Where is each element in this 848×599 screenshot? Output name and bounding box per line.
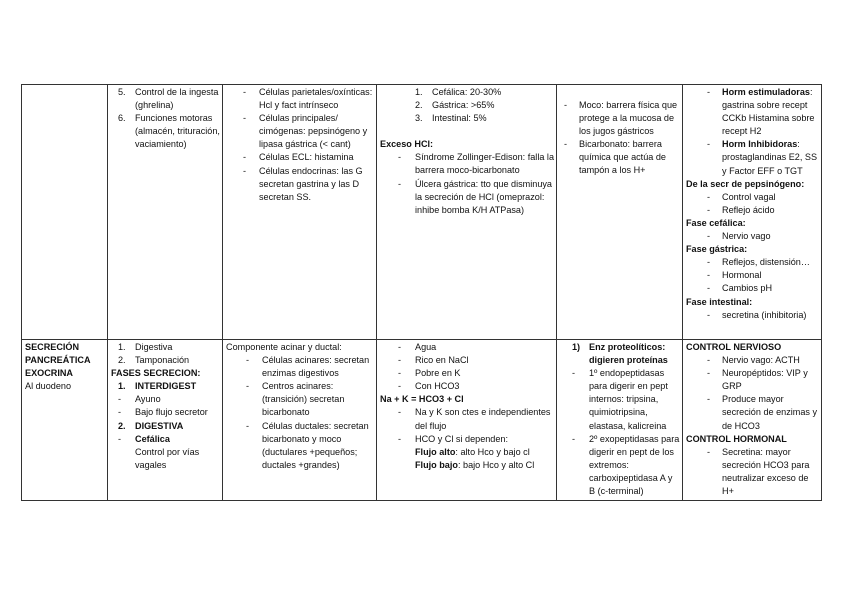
list-item: 2. DIGESTIVA: [118, 420, 184, 431]
list-item: - Agua: [398, 342, 437, 352]
cephalic-heading: Fase cefálica:: [686, 217, 746, 228]
acinar-heading: Componente acinar y ductal:: [226, 342, 342, 352]
row2-col5: [557, 340, 683, 501]
enzymes-heading: 1) Enz proteolíticos: digieren proteínas: [572, 342, 668, 366]
list-item: - 1º endopeptidasas para digerir en pept internos: tripsina, quimiotripsina, elastasa, kalicreina: [572, 368, 668, 431]
excess-hcl-heading: Exceso HCl:: [380, 139, 434, 150]
list-item: - secretina (inhibitoria): [707, 309, 807, 320]
list-item: - Reflejos, distensión…: [707, 257, 810, 268]
nervous-control-heading: CONTROL NERVIOSO: [686, 342, 782, 352]
physiology-table: [21, 84, 822, 501]
list-item: 2. Tamponación: [118, 355, 190, 366]
list-item: - Moco: barrera física que protege a la mucosa de los jugos gástricos: [564, 100, 678, 137]
list-item: - Células ductales: secretan bicarbonato y moco (ductulares +pequeños; ductales +grandes): [246, 420, 369, 470]
list-item: - Horm estimuladoras: gastrina sobre recept CCKb Histamina sobre recept H2: [707, 87, 815, 137]
list-item: 3. Intestinal: 5%: [415, 113, 487, 124]
list-item: - Células principales/ cimógenas: pepsinógeno y lipasa gástrica (< cant): [243, 113, 368, 150]
list-item: - 2º exopeptidasas para digerir en pept de los extremos: carboxipeptidasa A y B (c-terminal): [572, 433, 680, 497]
list-item: 5. Control de la ingesta (ghrelina): [118, 87, 219, 111]
row2-col3: [223, 340, 377, 501]
row1-col6: [683, 85, 822, 340]
row1-col4: [377, 85, 557, 340]
list-item: - Con HCO3: [398, 381, 460, 392]
section-subtitle: Al duodeno: [25, 381, 72, 392]
list-item: - Células ECL: histamina: [243, 152, 354, 163]
row1-col3: [223, 85, 377, 340]
list-item: - Bajo flujo secretor: [118, 407, 208, 418]
list-item: - Células endocrinas: las G secretan gastrina y las D secretan SS.: [243, 165, 363, 202]
list-item: - Reflejo ácido: [707, 204, 775, 215]
hormonal-control-heading: CONTROL HORMONAL: [686, 433, 787, 444]
row1-col5: [557, 85, 683, 340]
gastric-heading: Fase gástrica:: [686, 244, 748, 255]
list-item: - Cambios pH: [707, 283, 773, 294]
list-item: 1. Cefálica: 20-30%: [415, 87, 502, 97]
list-item: - Na y K son ctes e independientes del flujo: [398, 407, 551, 431]
ion-formula: Na + K = HCO3 + Cl: [380, 394, 464, 405]
table-row: [22, 85, 822, 340]
list-item: - Centros acinares: (transición) secretan bicarbonato: [246, 381, 345, 418]
row2-col6: [683, 340, 822, 501]
list-item: - Células acinares: secretan enzimas digestivos: [246, 355, 370, 379]
list-item: - Cefálica Control por vías vagales: [118, 433, 200, 470]
row2-col2: [108, 340, 223, 501]
row2-col4: [377, 340, 557, 501]
list-item: 2. Gástrica: >65%: [415, 100, 495, 111]
list-item: - Células parietales/oxínticas: Hcl y fact intrínseco: [243, 87, 373, 111]
list-item: - Control vagal: [707, 191, 776, 202]
list-item: - Ayuno: [118, 394, 161, 405]
list-item: - Rico en NaCl: [398, 355, 469, 366]
list-item: - Úlcera gástrica: tto que disminuya la secreción de HCl (omeprazol: inhibe bomba K/H ATPasa): [398, 178, 552, 215]
list-item: - Hormonal: [707, 270, 762, 281]
list-item: - Pobre en K: [398, 368, 461, 379]
row1-col2: [108, 85, 223, 340]
table-row: [22, 340, 822, 501]
list-item: - Neuropéptidos: VIP y GRP: [707, 368, 808, 392]
list-item: - Horm Inhibidoras: prostaglandinas E2, SS y Factor EFF o TGT: [707, 139, 818, 176]
list-item: - Nervio vago: ACTH: [707, 355, 800, 366]
list-item: 1. Digestiva: [118, 342, 173, 352]
list-item: 1. INTERDIGEST: [118, 381, 197, 392]
intestinal-heading: Fase intestinal:: [686, 296, 753, 307]
pepsinogen-heading: De la secr de pepsinógeno:: [686, 178, 805, 189]
list-item: - Bicarbonato: barrera química que actúa de tampón a los H+: [564, 139, 666, 176]
section-title: SECRECIÓN PANCREÁTICA EXOCRINA: [25, 342, 91, 379]
list-item: - Secretina: mayor secreción HCO3 para neutralizar exceso de H+: [707, 446, 810, 497]
list-item: - Produce mayor secreción de enzimas y de HCO3: [707, 394, 818, 431]
row1-col1: [22, 85, 108, 340]
list-item: - Síndrome Zollinger-Edison: falla la barrera moco-bicarbonato: [398, 152, 554, 176]
phases-heading: FASES SECRECION:: [111, 368, 201, 379]
list-item: - HCO y Cl si dependen: Flujo alto: alto Hco y bajo cl Flujo bajo: bajo Hco y alto Cl: [398, 433, 535, 470]
list-item: 6. Funciones motoras (almacén, trituración, vaciamiento): [118, 113, 220, 150]
row2-col1: [22, 340, 108, 501]
list-item: - Nervio vago: [707, 231, 771, 242]
